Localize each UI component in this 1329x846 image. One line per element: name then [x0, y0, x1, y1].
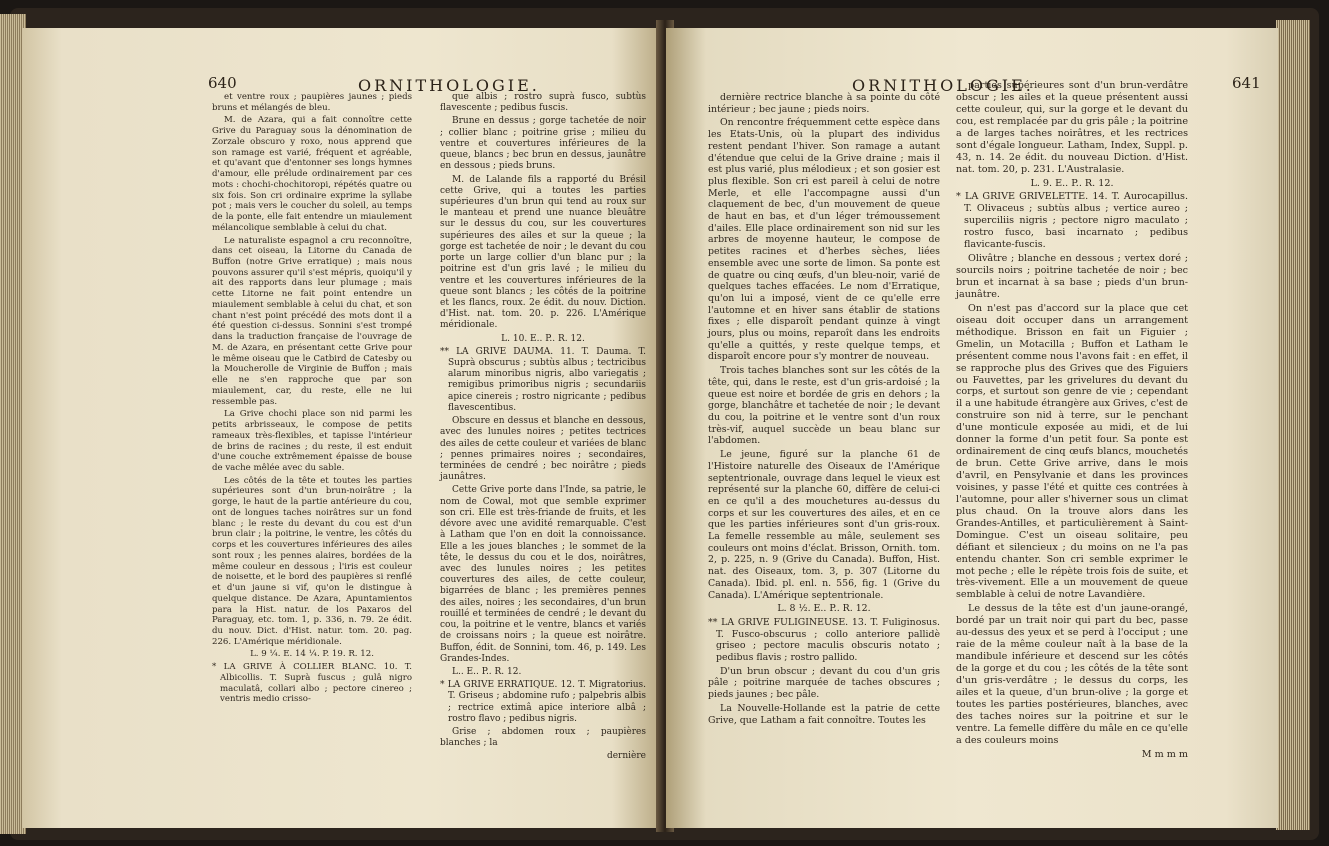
right-col-a-paragraph: dernière rectrice blanche à sa pointe du côté intérieur ; bec jaune ; pieds noirs.: [708, 92, 940, 115]
left-col-b-paragraph: que albis ; rostro suprà fusco, subtùs flavescente ; pedibus fuscis.: [440, 92, 646, 114]
right-col-b-paragraph: parties supérieures sont d'un brun-verdâtre obscur ; les ailes et la queue présentent aussi cette couleur, qui, sur la gorge et le devant du cou, est remplacée par du gris pâle ; la poitrine a de larges taches noirâtres, et les rectrices sont d'égale longueur. Latham, Index, Suppl. p. 43, n. 14. 2e édit. du nouveau Diction. d'Hist. nat. tom. 20, p. 231. L'Australasie.: [956, 80, 1188, 175]
left-col-a-paragraph: Le naturaliste espagnol a cru reconnoître, dans cet oiseau, la Litorne du Canada de Buffon (notre Grive erratique) ; mais nous pouvons assurer qu'il s'est mépris, quoiqu'il y ait des rapports dans leur plumage ; mais cette Litorne ne fait point entendre un miaulement semblable à celui du chat, et son chant n'est point précédé des mots dont il a été question ci-dessus. Sonnini s'est trompé dans la traduction française de l'ouvrage de M. de Azara, en présentant cette Grive pour le même oiseau que le Catbird de Catesby ou la Moucherolle de Virginie de Buffon ; mais elle ne s'en rapproche que par son miaulement, car, du reste, elle ne lui ressemble pas.: [212, 235, 412, 407]
left-col-b-paragraph: L. 10. E.. P.. R. 12.: [501, 333, 585, 344]
right-page-edges: [1276, 20, 1310, 830]
left-col-b-paragraph: ** LA GRIVE DAUMA. 11. T. Dauma. T. Suprà obscurus ; subtùs albus ; tectricibus alarum minoribus nigris, albo variegatis ; remigibus primoribus nigris ; secundariis apice cinereis ; rostro nigricante ; pedibus flavescentibus.: [440, 346, 646, 413]
left-column-b: [440, 92, 646, 787]
left-col-a-paragraph: La Grive chochi place son nid parmi les petits arbrisseaux, le compose de petits rameaux très-flexibles, et tapisse l'intérieur de brins de racines ; du reste, il est enduit d'une couche extrêmement épaisse de bouse de vache mêlée avec du sable.: [212, 409, 412, 473]
right-col-b-paragraph: M m m m: [1141, 748, 1188, 760]
right-running-head: ORNITHOLOGIE.: [852, 76, 1034, 95]
right-col-a-paragraph: L. 8 ½. E.. P.. R. 12.: [777, 603, 871, 615]
left-col-a-paragraph: M. de Azara, qui a fait connoître cette Grive du Paraguay sous la dénomination de Zorzale obscuro y roxo, nous apprend que son ramage est varié, fréquent et agréable, et qu'avant que d'entonner ses longs hymnes d'amour, elle prélude ordinairement par ces mots : chochi-chochitoropi, répétés quatre ou six fois. Son cri ordinaire exprime la syllabe pot ; mais vers le coucher du soleil, au temps de la ponte, elle fait entendre un miaulement mélancolique semblable à celui du chat.: [212, 115, 412, 233]
left-col-b-paragraph: Grise ; abdomen roux ; paupières blanches ; la: [440, 727, 646, 749]
left-page: [22, 28, 662, 828]
left-col-a-paragraph: * LA GRIVE À COLLIER BLANC. 10. T. Albicollis. T. Suprà fuscus ; gulâ nigro maculatâ, collari albo ; pectore cinereo ; ventris medio crisso-: [212, 662, 412, 705]
right-column-a: [708, 92, 940, 742]
right-col-a-paragraph: D'un brun obscur ; devant du cou d'un gris pâle ; poitrine marquée de taches obscures ; pieds jaunes ; bec pâle.: [708, 665, 940, 701]
left-col-b-paragraph: dernière: [606, 751, 646, 762]
left-page-number: 640: [208, 74, 237, 92]
right-col-b-paragraph: Le dessus de la tête est d'un jaune-orangé, bordé par un trait noir qui part du bec, passe au-dessus des yeux et se perd à l'occiput ; une raie de la même couleur naît à la base de la mandibule inférieure et descend sur les côtés de la gorge et du cou ; les côtés de la tête sont d'un gris-verdâtre ; le dessus du corps, les ailes et la queue, d'un brun-olive ; la gorge et toutes les parties postérieures, blanches, avec des taches noires sur la poitrine et sur le ventre. La femelle diffère du mâle en ce qu'elle a des couleurs moins: [956, 603, 1188, 746]
right-page-number: 641: [1232, 74, 1261, 92]
left-col-b-paragraph: Cette Grive porte dans l'Inde, sa patrie, le nom de Cowal, mot que semble exprimer son cri. Elle est très-friande de fruits, et les dévore avec une avidité remarquable. C'est à Latham que l'on en doit la connoissance. Elle a les joues blanches ; le sommet de la tête, le dessus du cou et le dos, noirâtres, avec des lunules noires ; les petites couvertures des ailes, de cette couleur, bigarrées de blanc ; les premières pennes des ailes, noires ; les secondaires, d'un brun rouillé et terminées de cendré ; le devant du cou, la poitrine et le ventre, blancs et variés de croissans noirs ; la queue est noirâtre. Buffon, édit. de Sonnini, tom. 46, p. 149. Les Grandes-Indes.: [440, 485, 646, 664]
right-col-a-paragraph: On rencontre fréquemment cette espèce dans les Etats-Unis, où la plupart des individus restent pendant l'hiver. Son ramage a autant d'étendue que celui de la Grive draine ; mais il est plus varié, plus mélodieux ; et son gosier est plus flexible. Son cri est pareil à celui de notre Merle, et elle l'accompagne aussi d'un claquement de bec, d'un mouvement de queue de haut en bas, et d'un léger trémoussement d'ailes. Elle place ordinairement son nid sur les arbres de moyenne hauteur, le compose de petites racines et d'herbes sèches, liées ensemble avec une sorte de limon. Sa ponte est de quatre ou cinq œufs, d'un bleu-noir, varié de quelques taches effacées. Le nom d'Erratique, qu'on lui a imposé, vient de ce qu'elle erre l'automne et en hiver sans établir de stations fixes ; elle disparoît pendant quinze à vingt jours, plus ou moins, reparoît dans les endroits qu'elle a quittés, y reste quelque temps, et disparoît encore pour s'y montrer de nouveau.: [708, 117, 940, 363]
right-col-a-paragraph: Trois taches blanches sont sur les côtés de la tête, qui, dans le reste, est d'un gris-ardoisé ; la queue est noire et bordée de gris en dehors ; la gorge, blanchâtre et tachetée de noir ; le devant du cou, la poitrine et le ventre sont d'un roux très-vif, auquel succède un beau blanc sur l'abdomen.: [708, 365, 940, 447]
left-column-a: [212, 92, 412, 722]
left-col-a-paragraph: Les côtés de la tête et toutes les parties supérieures sont d'un brun-noirâtre ; la gorge, le haut de la partie antérieure du cou, ont de longues taches noirâtres sur un fond blanc ; le reste du devant du cou est d'un brun clair ; la poitrine, le ventre, les côtés du corps et les couvertures inférieures des ailes sont roux ; les pennes alaires, bordées de la même couleur en dessous ; l'iris est couleur de noisette, et le bord des paupières si renflé et d'un jaune si vif, qu'on le distingue à quelque distance. De Azara, Apuntamientos para la Hist. natur. de los Paxaros del Paraguay, etc. tom. 1, p. 336, n. 79. 2e édit. du nouv. Dict. d'Hist. natur. tom. 20. pag. 226. L'Amérique méridionale.: [212, 475, 412, 647]
right-col-b-paragraph: Olivâtre ; blanche en dessous ; vertex doré ; sourcils noirs ; poitrine tachetée de noir ; bec brun et incarnat à sa base ; pieds d'un brun-jaunâtre.: [956, 253, 1188, 300]
left-col-a-paragraph: L. 9 ¼. E. 14 ¼. P. 19. R. 12.: [250, 649, 374, 660]
right-col-a-paragraph: ** LA GRIVE FULIGINEUSE. 13. T. Fuliginosus. T. Fusco-obscurus ; collo anteriore pallidè griseo ; pectore maculis obscuris notato ; pedibus flavis ; rostro pallido.: [708, 616, 940, 664]
left-col-b-paragraph: Brune en dessus ; gorge tachetée de noir ; collier blanc ; poitrine grise ; milieu du ventre et couvertures inférieures de la queue, blancs ; bec brun en dessus, jaunâtre en dessous ; pieds bruns.: [440, 116, 646, 172]
right-page: [666, 28, 1278, 828]
left-running-head: ORNITHOLOGIE.: [358, 76, 540, 95]
left-col-b-paragraph: Obscure en dessus et blanche en dessous, avec des lunules noires ; petites tectrices des ailes de cette couleur et variées de blanc ; pennes primaires noires ; secondaires, terminées de cendré ; bec noirâtre ; pieds jaunâtres.: [440, 416, 647, 483]
right-col-a-paragraph: Le jeune, figuré sur la planche 61 de l'Histoire naturelle des Oiseaux de l'Amérique septentrionale, ouvrage dans lequel le vieux est représenté sur la planche 60, diffère de celui-ci en ce qu'il a des mouchetures au-dessus du corps et sur les couvertures des ailes, et en ce que les parties inférieures sont d'un gris-roux. La femelle ressemble au mâle, seulement ses couleurs ont moins d'éclat. Brisson, Ornith. tom. 2, p. 225, n. 9 (Grive du Canada). Buffon, Hist. nat. des Oiseaux, tom. 3, p. 307 (Litorne du Canada). Ibid. pl. enl. n. 556, fig. 1 (Grive du Canada). L'Amérique septentrionale.: [708, 449, 940, 601]
left-col-a-paragraph: et ventre roux ; paupières jaunes ; pieds bruns et mélangés de bleu.: [212, 92, 412, 113]
right-col-b-paragraph: * LA GRIVE GRIVELETTE. 14. T. Aurocapillus. T. Olivaceus ; subtùs albus ; vertice aureo ; superciliis nigris ; pectore nigro maculato ; rostro fusco, basi incarnato ; pedibus flavicante-fuscis.: [956, 191, 1188, 251]
left-col-b-paragraph: L.. E.. P.. R. 12.: [452, 666, 522, 677]
left-col-b-paragraph: * LA GRIVE ERRATIQUE. 12. T. Migratorius. T. Griseus ; abdomine rufo ; palpebris albis ; rectrice extimâ apice interiore albâ ; rostro flavo ; pedibus nigris.: [440, 680, 646, 724]
left-col-b-paragraph: M. de Lalande fils a rapporté du Brésil cette Grive, qui a toutes les parties supérieures d'un brun qui tend au roux sur le manteau et prend une nuance bleuâtre sur le dessus du cou, sur les couvertures supérieures des ailes et sur la queue ; la gorge est tachetée de noir ; le devant du cou porte un large collier d'un blanc pur ; la poitrine est d'un gris lavé ; le milieu du ventre et les couvertures inférieures de la queue sont blancs ; les côtés de la poitrine et les flancs, roux. 2e édit. du nouv. Diction. d'Hist. nat. tom. 20. p. 226. L'Amérique méridionale.: [440, 174, 646, 331]
right-col-b-paragraph: L. 9. E.. P.. R. 12.: [1030, 177, 1114, 189]
right-column-b: [956, 80, 1188, 780]
right-col-b-paragraph: On n'est pas d'accord sur la place que cet oiseau doit occuper dans un arrangement méthodique. Brisson en fait un Figuier ; Gmelin, un Motacilla ; Buffon et Latham le présentent comme nous l'avons fait : en effet, il se rapproche plus des Grives que des Figuiers ou Fauvettes, par les grivelures du devant du corps, et surtout son genre de vie ; cependant il a une habitude étrangère aux Grives, c'est de construire son nid à terre, sur le penchant d'une monticule exposée au midi, et de lui donner la forme d'un petit four. Sa ponte est ordinairement de cinq œufs blancs, mouchetés de brun. Cette Grive arrive, dans le mois d'avril, en Pensylvanie et dans les provinces voisines, y passe l'été et quitte ces contrées à l'automne, pour aller s'hiverner sous un climat plus chaud. On la trouve alors dans les Grandes-Antilles, et particulièrement à Saint-Domingue. C'est un oiseau solitaire, peu défiant et silencieux ; du moins on ne l'a pas entendu chanter. Son cri semble exprimer le mot peche ; elle le répète trois fois de suite, et très-vivement. Elle a un mouvement de queue semblable à celui de notre Lavandière.: [956, 302, 1188, 601]
right-col-a-paragraph: La Nouvelle-Hollande est la patrie de cette Grive, que Latham a fait connoître. Toutes les: [708, 702, 940, 726]
